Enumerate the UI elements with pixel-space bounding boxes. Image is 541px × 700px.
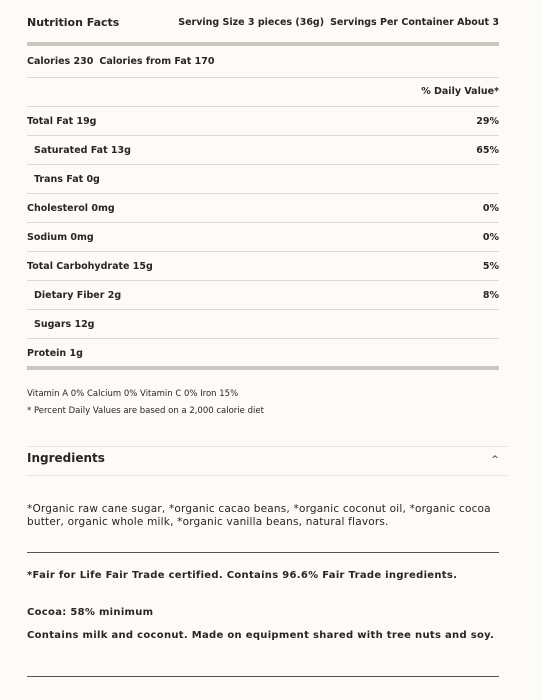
nutrient-row-cholesterol — [27, 200, 499, 216]
nutrient-row-total-carbohydrate — [27, 258, 499, 274]
divider — [27, 309, 499, 310]
divider — [27, 164, 499, 165]
divider — [27, 446, 507, 447]
divider-thick — [27, 366, 499, 370]
serving-info — [178, 17, 499, 28]
calories-from-fat: Calories from Fat 170 — [99, 56, 215, 67]
nutrition-header — [27, 14, 499, 30]
nutrient-pct: 29% — [476, 115, 499, 127]
divider — [27, 222, 499, 223]
divider — [27, 338, 499, 339]
nutrient-label: Cholesterol 0mg — [27, 202, 115, 214]
nutrient-pct: 65% — [476, 144, 499, 156]
nutrient-label: Protein 1g — [27, 347, 83, 359]
ingredients-accordion-title[interactable]: Ingredients — [27, 451, 105, 465]
nutrient-row-sodium — [27, 229, 499, 245]
divider-thick — [27, 42, 499, 46]
nutrient-pct: 5% — [482, 260, 499, 272]
vitamins-line: Vitamin A 0% Calcium 0% Vitamin C 0% Iron 15% — [27, 389, 239, 399]
divider — [27, 552, 499, 553]
divider — [27, 135, 499, 136]
nutrient-label: Dietary Fiber 2g — [34, 289, 122, 301]
daily-value-header: % Daily Value* — [421, 86, 499, 97]
nutrient-row-saturated-fat — [27, 142, 499, 158]
divider — [27, 676, 499, 677]
divider — [27, 280, 499, 281]
nutrient-label: Trans Fat 0g — [34, 173, 100, 185]
chevron-up-icon[interactable]: ^ — [491, 455, 499, 465]
divider — [27, 251, 499, 252]
cocoa-content: Cocoa: 58% minimum — [27, 607, 154, 618]
fair-trade-note: *Fair for Life Fair Trade certified. Contains 96.6% Fair Trade ingredients. — [27, 570, 458, 581]
nutrient-pct: 0% — [482, 202, 499, 214]
nutrient-row-dietary-fiber — [27, 287, 499, 303]
ingredients-text: *Organic raw cane sugar, *organic cacao beans, *organic coconut oil, *organic cocoa butter, organic whole milk, *organic vanilla beans, natural flavors. — [27, 503, 491, 528]
serving-size: Serving Size 3 pieces (36g) — [178, 16, 325, 28]
servings-per-container: Servings Per Container About 3 — [330, 16, 499, 28]
nutrient-label: Sugars 12g — [34, 318, 95, 330]
calories-row — [27, 56, 499, 70]
allergen-statement: Contains milk and coconut. Made on equipment shared with tree nuts and soy. — [27, 630, 495, 641]
nutrient-row-sugars — [27, 316, 499, 332]
nutrient-label: Total Fat 19g — [27, 115, 97, 127]
nutrient-row-total-fat — [27, 113, 499, 129]
nutrient-label: Sodium 0mg — [27, 231, 94, 243]
divider — [27, 193, 499, 194]
nutrient-label: Saturated Fat 13g — [34, 144, 131, 156]
nutrient-pct: 8% — [482, 289, 499, 301]
calories: Calories 230 — [27, 56, 94, 67]
divider — [27, 77, 499, 78]
nutrient-pct: 0% — [482, 231, 499, 243]
daily-value-footnote: * Percent Daily Values are based on a 2,000 calorie diet — [27, 406, 264, 416]
divider — [27, 475, 507, 476]
nutrient-row-protein — [27, 345, 499, 361]
divider — [27, 106, 499, 107]
nutrition-title: Nutrition Facts — [27, 15, 120, 29]
nutrient-label: Total Carbohydrate 15g — [27, 260, 153, 272]
nutrient-row-trans-fat — [27, 171, 499, 187]
